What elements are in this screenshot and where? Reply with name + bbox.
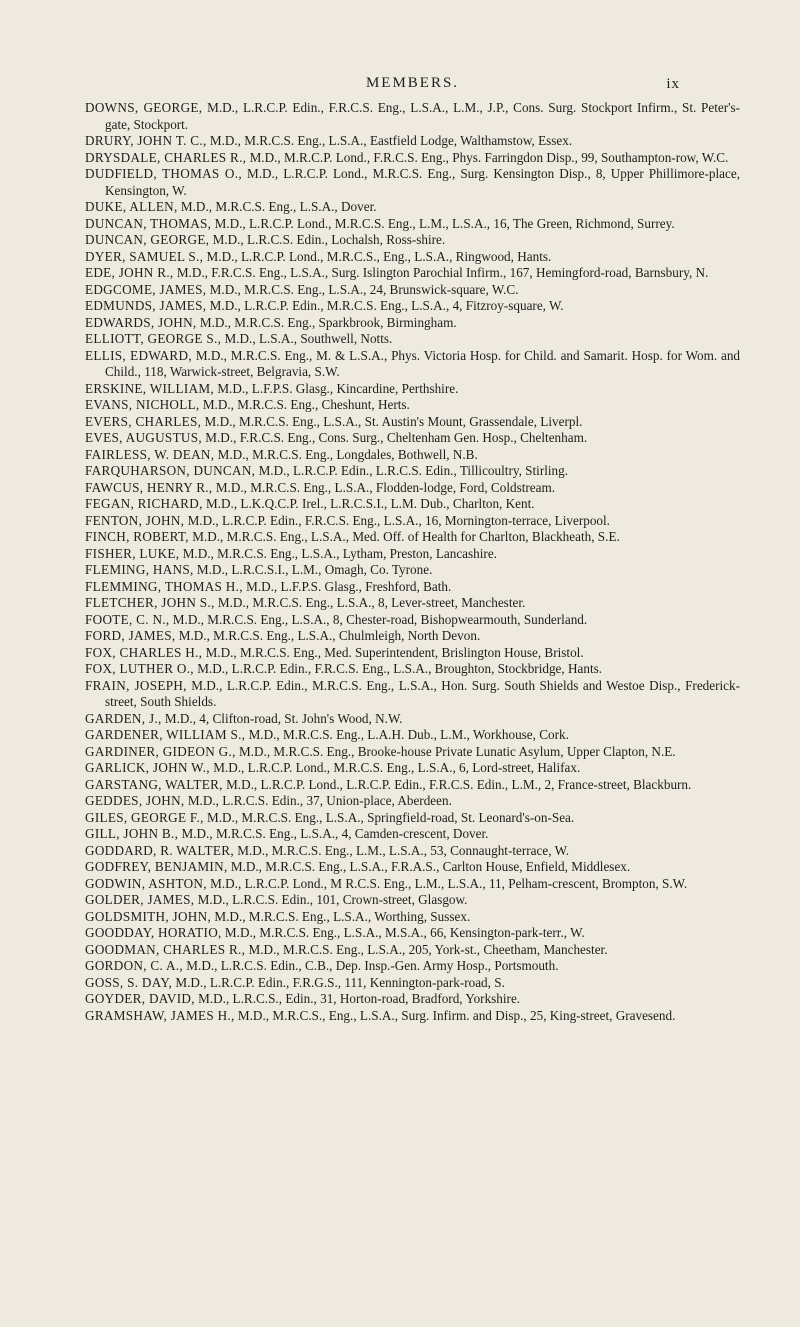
member-name: GILES, GEORGE F., (85, 809, 204, 825)
member-entry (85, 282, 740, 299)
member-details: M.D., M.R.C.S. Eng., L.S.A., Chulmleigh, North Devon. (178, 628, 481, 643)
member-details: M.D., F.R.C.S. Eng., L.S.A., Surg. Islington Parochial Infirm., 167, Hemingford-road, Barnsbury, N. (176, 265, 709, 280)
member-entry (85, 381, 740, 398)
member-name: FINCH, ROBERT, (85, 529, 189, 544)
member-name: GOLDSMITH, JOHN, (85, 908, 212, 924)
member-name: ELLIOTT, GEORGE S., (85, 331, 222, 346)
member-details: M.D., L.R.C.P. Lond., M.R.C.S. Eng., L.M., L.S.A., 16, The Green, Richmond, Surrey. (214, 215, 675, 231)
member-entry (85, 777, 740, 794)
member-name: GARSTANG, WALTER, (85, 776, 223, 792)
member-entry (85, 562, 740, 579)
page-header (85, 0, 740, 100)
member-entry (85, 760, 740, 777)
member-details: M.D., L.R.C.P. Lond., L.R.C.P. Edin., F.R.C.S. Edin., L.M., 2, France-street, Blackburn. (226, 776, 692, 792)
member-details: M.D., F.R.C.S. Eng., Cons. Surg., Cheltenham Gen. Hosp., Cheltenham. (205, 430, 588, 445)
member-entry (85, 265, 740, 282)
member-details: M.D., M.R.C.S. Eng., Longdales, Bothwell, N.B. (217, 446, 478, 462)
member-name: FEGAN, RICHARD, (85, 496, 203, 511)
member-name: FAIRLESS, W. DEAN, (85, 446, 215, 462)
member-name: EVERS, CHARLES, (85, 413, 202, 429)
member-details: M.D., M.R.C.P. Lond., F.R.C.S. Eng., Phys. Farringdon Disp., 99, Southampton-row, W.C. (249, 149, 729, 165)
member-details: M.D., L.R.C.P. Lond., M.R.C.S., Eng., L.S.A., Ringwood, Hants. (206, 248, 552, 264)
member-details: M.D., M.R.C.S. Eng., L.S.A., St. Austin's Mount, Grassendale, Liverpl. (204, 413, 583, 429)
member-entry (85, 348, 740, 381)
member-name: FAWCUS, HENRY R., (85, 479, 213, 495)
member-entry (85, 744, 740, 761)
member-entry (85, 199, 740, 216)
member-name: GILL, JOHN B., (85, 826, 179, 841)
page-number: ix (666, 76, 680, 92)
member-details: M.D., L.S.A., Southwell, Notts. (224, 331, 393, 346)
member-name: EDE, JOHN R., (85, 265, 174, 280)
member-entry (85, 150, 740, 167)
member-details: M.D., M.R.C.S. Eng., M. & L.S.A., Phys. Victoria Hosp. for Child. and Samarit. Hosp. for Wom. and Child., 118, Warwick-street, Belgravia, S.W. (105, 347, 741, 379)
running-title: MEMBERS. (365, 75, 460, 91)
member-details: M.D., L.R.C.P. Lond., M R.C.S. Eng., L.M., L.S.A., 11, Pelham-crescent, Brompton, S.W. (210, 875, 688, 891)
member-name: FOX, CHARLES H., (85, 644, 203, 660)
member-entry (85, 232, 740, 249)
member-details: M.D., M.R.C.S. Eng., L.M., L.S.A., 53, Connaught-terrace, W. (237, 842, 570, 858)
member-details: M.D., M.R.C.S. Eng., Brooke-house Private Lunatic Asylum, Upper Clapton, N.E. (238, 743, 676, 759)
member-name: EDWARDS, JOHN, (85, 314, 197, 330)
member-details: M.D., M.R.C.S. Eng., Med. Superintendent, Brislington House, Bristol. (205, 644, 584, 660)
member-details: M.D., L.R.C.S. Edin., C.B., Dep. Insp.-Gen. Army Hosp., Portsmouth. (186, 958, 559, 973)
member-details: M.D., M.R.C.S. Eng., Sparkbrook, Birmingham. (199, 314, 457, 330)
member-entry (85, 1008, 740, 1025)
member-name: DUNCAN, THOMAS, (85, 215, 212, 231)
member-name: FLEMING, HANS, (85, 562, 194, 577)
member-details: M.D., M.R.C.S. Eng., L.A.H. Dub., L.M., Workhouse, Cork. (248, 727, 569, 742)
member-name: FENTON, JOHN, (85, 512, 185, 528)
member-details: M.D., L.F.P.S. Glasg., Freshford, Bath. (246, 578, 452, 594)
member-details: M.D., L.R.C.P. Edin., F.R.C.S. Eng., L.S.A., 16, Mornington-terrace, Liverpool. (187, 512, 610, 528)
member-name: GARDEN, J., (85, 710, 162, 726)
member-name: EVANS, NICHOLL, (85, 397, 200, 412)
member-entry (85, 892, 740, 909)
member-entry (85, 678, 740, 711)
member-entry (85, 166, 740, 199)
member-details: M.D., L.R.C.S. Edin., 101, Crown-street, Glasgow. (197, 892, 468, 907)
member-details: M.D., M.R.C.S. Eng., L.S.A., 205, York-st., Cheetham, Manchester. (248, 941, 608, 957)
member-entry (85, 133, 740, 150)
member-details: M.D., M.R.C.S. Eng., L.S.A., Eastfield Lodge, Walthamstow, Essex. (209, 133, 573, 148)
member-entry (85, 298, 740, 315)
member-entry (85, 513, 740, 530)
member-name: GARDINER, GIDEON G., (85, 743, 236, 759)
member-details: M.D., L.R.C.S., Edin., 31, Horton-road, Bradford, Yorkshire. (198, 991, 521, 1006)
member-name: GOLDER, JAMES, (85, 892, 195, 907)
member-details: M.D., M.R.C.S. Eng., L.S.A., 24, Brunswick-square, W.C. (209, 281, 519, 297)
member-details: M.D., M.R.C.S., Eng., L.S.A., Surg. Infirm. and Disp., 25, King-street, Gravesend. (237, 1007, 676, 1023)
member-details: M.D., M.R.C.S. Eng., L.S.A., Lytham, Preston, Lancashire. (182, 545, 497, 561)
member-entry (85, 909, 740, 926)
member-entry (85, 876, 740, 893)
member-name: GOODMAN, CHARLES R., (85, 941, 246, 957)
member-entry (85, 529, 740, 546)
member-name: GOODDAY, HORATIO, (85, 925, 222, 940)
member-name: GODWIN, ASHTON, (85, 875, 207, 891)
member-details: M.D., M.R.C.S. Eng., L.S.A., Dover. (180, 199, 377, 214)
member-name: EDMUNDS, JAMES, (85, 298, 207, 313)
member-entry (85, 100, 740, 133)
member-entry (85, 430, 740, 447)
member-name: FLETCHER, JOHN S., (85, 595, 215, 610)
member-name: FLEMMING, THOMAS H., (85, 578, 243, 594)
member-name: GRAMSHAW, JAMES H., (85, 1007, 235, 1023)
member-name: DUDFIELD, THOMAS O., (85, 166, 242, 181)
member-details: M.D., L.R.C.P. Lond., M.R.C.S. Eng., Surg. Kensington Disp., 8, Upper Phillimore-place, Kensington, W. (105, 166, 740, 198)
member-details: M.D., L.K.Q.C.P. Irel., L.R.C.S.I., L.M. Dub., Charlton, Kent. (206, 496, 535, 511)
member-details: M.D., L.R.C.P. Lond., M.R.C.S. Eng., L.S.A., 6, Lord-street, Halifax. (213, 760, 581, 775)
member-list (85, 100, 740, 1024)
member-entry (85, 397, 740, 414)
member-entry (85, 859, 740, 876)
member-entry (85, 645, 740, 662)
member-details: M.D., L.R.C.S.I., L.M., Omagh, Co. Tyrone. (196, 562, 433, 577)
member-details: M.D., M.R.C.S. Eng., L.S.A., F.R.A.S., Carlton House, Enfield, Middlesex. (230, 859, 631, 874)
member-name: GEDDES, JOHN, (85, 793, 185, 808)
member-entry (85, 991, 740, 1008)
member-details: M.D., M.R.C.S. Eng., L.S.A., Flodden-lodge, Ford, Coldstream. (215, 479, 556, 495)
member-entry (85, 727, 740, 744)
member-name: DOWNS, GEORGE, (85, 100, 203, 115)
member-entry (85, 711, 740, 728)
member-name: DUNCAN, GEORGE, (85, 232, 210, 247)
member-name: DUKE, ALLEN, (85, 199, 178, 214)
member-entry (85, 546, 740, 563)
member-entry (85, 612, 740, 629)
member-name: EVES, AUGUSTUS, (85, 430, 202, 445)
member-entry (85, 628, 740, 645)
member-entry (85, 463, 740, 480)
member-entry (85, 496, 740, 513)
member-details: M.D., L.R.C.P. Edin., M.R.C.S. Eng., L.S.A., 4, Fitzroy-square, W. (209, 298, 564, 313)
member-entry (85, 249, 740, 266)
member-entry (85, 826, 740, 843)
member-entry (85, 331, 740, 348)
member-details: M.D., M.R.C.S. Eng., L.S.A., 8, Chester-road, Bishopwearmouth, Sunderland. (172, 611, 588, 627)
member-entry (85, 447, 740, 464)
member-name: ERSKINE, WILLIAM, (85, 380, 215, 396)
member-details: M.D., M.R.C.S. Eng., L.S.A., Med. Off. of Health for Charlton, Blackheath, S.E. (192, 529, 620, 544)
member-details: M.D., M.R.C.S. Eng., L.S.A., Springfield-road, St. Leonard's-on-Sea. (207, 809, 575, 825)
member-entry (85, 216, 740, 233)
member-name: GODDARD, R. WALTER, (85, 842, 234, 858)
member-name: DRURY, JOHN T. C., (85, 133, 207, 148)
member-entry (85, 942, 740, 959)
member-entry (85, 480, 740, 497)
member-details: M.D., L.R.C.S. Edin., Lochalsh, Ross-shire. (212, 232, 446, 247)
member-details: M.D., L.R.C.P. Edin., F.R.C.S. Eng., L.S.A., L.M., J.P., Cons. Surg. Stockport Infirm., St. Peter's-gate, Stockport. (105, 100, 741, 132)
member-details: M.D., M.R.C.S. Eng., L.S.A., 8, Lever-street, Manchester. (217, 595, 526, 610)
member-details: M.D., M.R.C.S. Eng., L.S.A., 4, Camden-crescent, Dover. (181, 826, 489, 841)
member-name: GOYDER, DAVID, (85, 991, 195, 1006)
member-name: DRYSDALE, CHARLES R., (85, 149, 247, 165)
member-entry (85, 793, 740, 810)
member-name: GARLICK, JOHN W., (85, 760, 210, 775)
member-entry (85, 661, 740, 678)
member-name: FISHER, LUKE, (85, 545, 180, 561)
member-details: M.D., L.R.C.P. Edin., F.R.C.S. Eng., L.S.A., Broughton, Stockbridge, Hants. (197, 661, 603, 676)
member-name: GARDENER, WILLIAM S., (85, 727, 246, 742)
member-entry (85, 958, 740, 975)
member-details: M.D., L.R.C.P. Edin., L.R.C.S. Edin., Tillicoultry, Stirling. (258, 463, 569, 478)
member-name: FOOTE, C. N., (85, 611, 170, 627)
member-name: GORDON, C. A., (85, 958, 183, 973)
member-details: M.D., M.R.C.S. Eng., L.S.A., M.S.A., 66, Kensington-park-terr., W. (224, 925, 585, 940)
member-entry (85, 975, 740, 992)
member-entry (85, 925, 740, 942)
member-details: M.D., L.F.P.S. Glasg., Kincardine, Perthshire. (217, 380, 459, 396)
member-details: M.D., 4, Clifton-road, St. John's Wood, N.W. (164, 710, 403, 726)
member-name: EDGCOME, JAMES, (85, 281, 207, 297)
member-entry (85, 579, 740, 596)
member-name: FOX, LUTHER O., (85, 661, 194, 676)
member-details: M.D., L.R.C.P. Edin., M.R.C.S. Eng., L.S.A., Hon. Surg. South Shields and Westoe Disp., Frederick-street, South Shields. (105, 677, 741, 709)
member-entry (85, 810, 740, 827)
member-name: ELLIS, EDWARD, (85, 347, 192, 363)
member-entry (85, 315, 740, 332)
member-name: GOSS, S. DAY, (85, 974, 173, 990)
member-name: DYER, SAMUEL S., (85, 248, 204, 264)
member-name: GODFREY, BENJAMIN, (85, 859, 228, 874)
member-entry (85, 414, 740, 431)
member-details: M.D., L.R.C.S. Edin., 37, Union-place, Aberdeen. (187, 793, 452, 808)
member-details: M.D., M.R.C.S. Eng., Cheshunt, Herts. (202, 397, 410, 412)
member-entry (85, 595, 740, 612)
member-name: FRAIN, JOSEPH, (85, 677, 187, 693)
member-name: FARQUHARSON, DUNCAN, (85, 463, 256, 478)
member-details: M.D., M.R.C.S. Eng., L.S.A., Worthing, Sussex. (214, 908, 471, 924)
member-details: M.D., L.R.C.P. Edin., F.R.G.S., 111, Kennington-park-road, S. (175, 974, 505, 990)
member-name: FORD, JAMES, (85, 628, 176, 643)
member-entry (85, 843, 740, 860)
